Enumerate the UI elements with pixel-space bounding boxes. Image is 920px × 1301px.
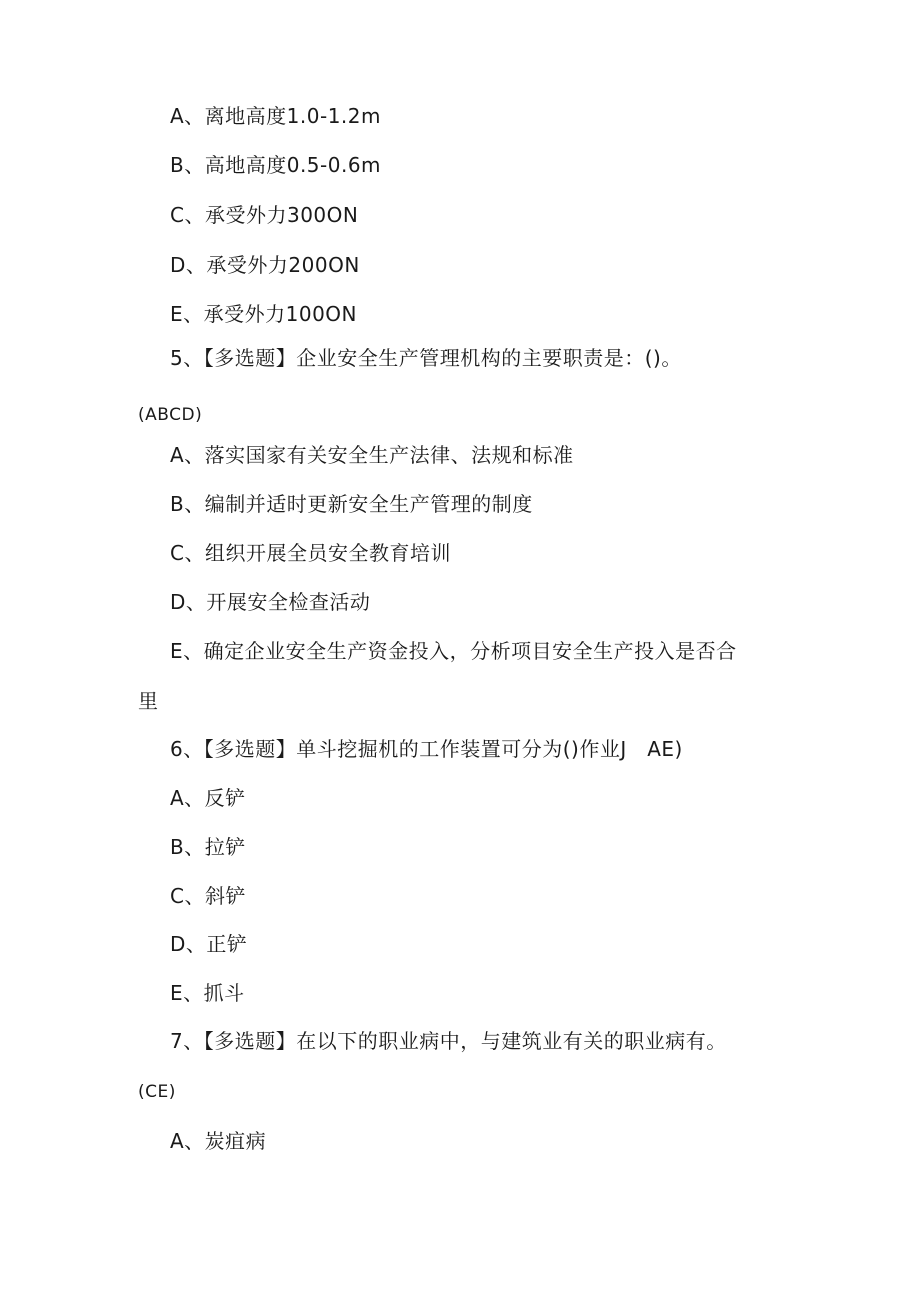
q6-option-d: D、正铲 <box>170 932 248 956</box>
q4-option-b: B、高地高度0.5-0.6m <box>170 153 382 177</box>
q7-answer: (CE) <box>138 1082 176 1102</box>
q6-question: 6、【多选题】单斗挖掘机的工作装置可分为()作业J AE) <box>170 737 683 761</box>
q7-option-a: A、炭疽病 <box>170 1129 267 1153</box>
q4-option-d: D、承受外力200ON <box>170 253 360 277</box>
q5-question: 5、【多选题】企业安全生产管理机构的主要职责是：()。 <box>170 346 682 370</box>
q5-answer: (ABCD) <box>138 405 203 425</box>
q5-option-e: E、确定企业安全生产资金投入，分析项目安全生产投入是否合 <box>170 639 737 663</box>
q7-question: 7、【多选题】在以下的职业病中，与建筑业有关的职业病有。 <box>170 1029 727 1053</box>
q5-option-b: B、编制并适时更新安全生产管理的制度 <box>170 492 533 516</box>
q6-option-a: A、反铲 <box>170 786 246 810</box>
q5-option-c: C、组织开展全员安全教育培训 <box>170 541 451 565</box>
q4-option-a: A、离地高度1.0-1.2m <box>170 104 381 128</box>
q5-option-e-continuation: 里 <box>138 689 159 713</box>
q5-option-a: A、落实国家有关安全生产法律、法规和标准 <box>170 443 574 467</box>
q4-option-e: E、承受外力100ON <box>170 302 358 326</box>
q6-option-c: C、斜铲 <box>170 884 246 908</box>
q5-option-d: D、开展安全检查活动 <box>170 590 371 614</box>
q6-option-b: B、拉铲 <box>170 835 246 859</box>
q6-option-e: E、抓斗 <box>170 981 245 1005</box>
q4-option-c: C、承受外力300ON <box>170 203 359 227</box>
